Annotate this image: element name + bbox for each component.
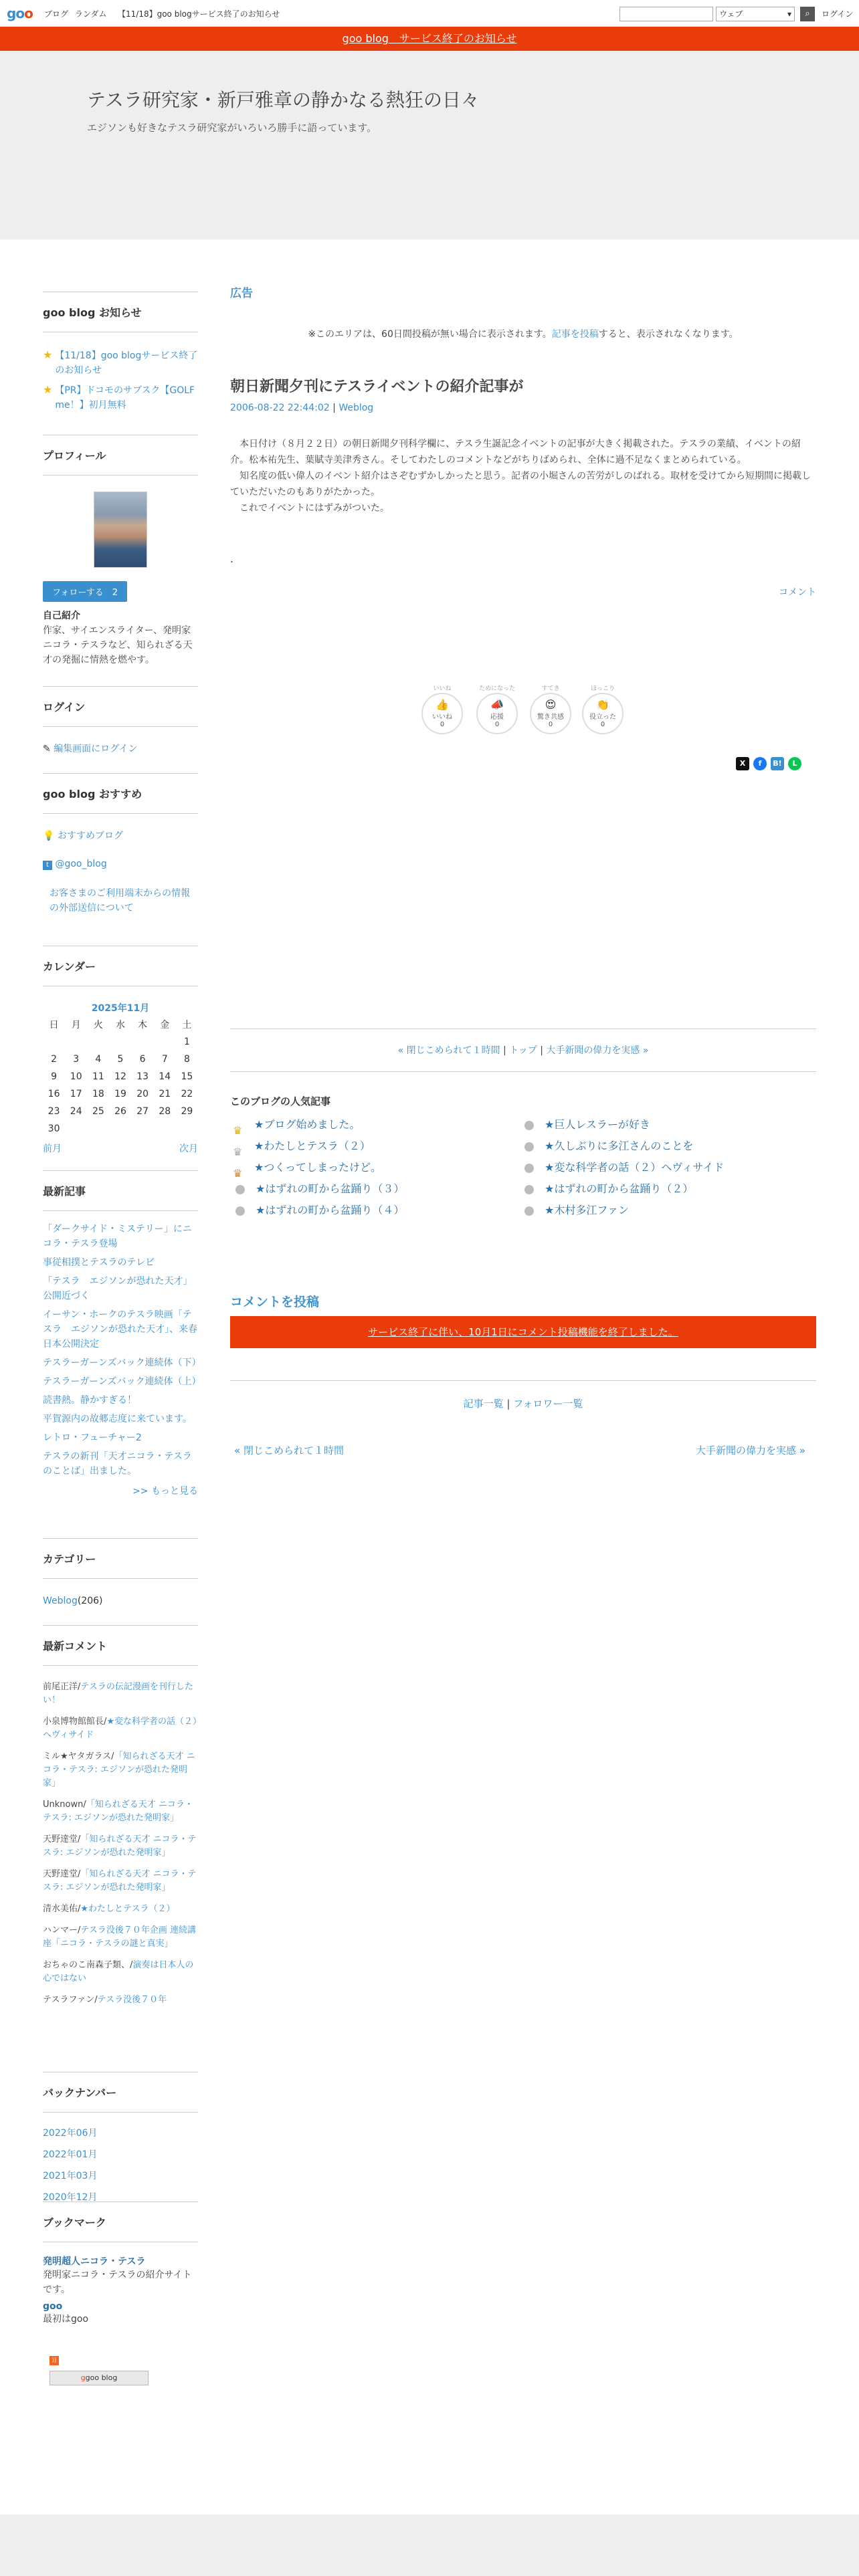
- calendar-weekday: 月: [71, 1020, 81, 1031]
- recent-article-link[interactable]: テスラの新刊「天才ニコラ・テスラのことば」出ました。: [43, 1451, 192, 1477]
- calendar-prev-link[interactable]: 前月: [43, 1144, 62, 1154]
- comment-article-link[interactable]: 「知られざる天才 ニコラ・テスラ: エジソンが恐れた発明家」: [43, 1834, 197, 1858]
- bookmark-link[interactable]: goo: [43, 2301, 63, 2312]
- calendar-day: 7: [161, 1054, 168, 1065]
- calendar-day: 11: [92, 1071, 104, 1082]
- calendar-day: 29: [181, 1106, 193, 1117]
- popular-item[interactable]: [522, 1200, 724, 1221]
- nav-blog-link[interactable]: ブログ: [44, 9, 69, 19]
- recent-article-link[interactable]: イーサン・ホークのテスラ映画「テスラ エジソンが恐れた天才」、来春日本公開決定: [43, 1309, 197, 1350]
- calendar-day: 10: [70, 1071, 82, 1082]
- popular-list-left: [233, 1114, 404, 1221]
- intro-heading: 自己紹介: [43, 611, 80, 621]
- calendar-day: 19: [114, 1089, 126, 1099]
- blog-title[interactable]: テスラ研究家・新戸雅章の静かなる熱狂の日々: [87, 89, 480, 111]
- calendar-day: [154, 1033, 176, 1051]
- popular-item[interactable]: [522, 1178, 724, 1200]
- ad-notice: [230, 327, 816, 340]
- chevron-down-icon: ▾: [787, 9, 791, 19]
- calendar-day: [65, 1120, 87, 1138]
- popular-link[interactable]: ★久しぶりに多江さんのことを: [545, 1140, 694, 1152]
- comment-article-link[interactable]: テスラの伝記漫画を刊行したい！: [43, 1682, 193, 1705]
- search-button[interactable]: [800, 7, 815, 21]
- article-dot: .: [230, 552, 234, 565]
- recent-comment-item: [43, 1903, 198, 1916]
- rss-icon[interactable]: )): [50, 2356, 59, 2365]
- comment-author: 清水美佑/: [43, 1904, 81, 1914]
- calendar-weekdays: [43, 1016, 198, 1033]
- calendar-weekday: 土: [182, 1020, 192, 1031]
- category-item[interactable]: [43, 1594, 198, 1608]
- search-scope-select[interactable]: [716, 7, 795, 21]
- backnumber-link[interactable]: 2020年12月: [43, 2192, 98, 2203]
- comment-author: おちゃのこ南森子類、/: [43, 1960, 133, 1970]
- rank-dot-icon: [524, 1164, 534, 1173]
- goo-blog-badge[interactable]: ggoo blog: [50, 2371, 149, 2385]
- rank-dot-icon: [235, 1185, 245, 1194]
- comment-author: 前尾正洋/: [43, 1682, 81, 1692]
- star-icon: ★: [43, 348, 53, 361]
- sidebar-bookmark: [43, 2202, 198, 2385]
- popular-item[interactable]: [522, 1136, 724, 1157]
- post-article-link[interactable]: 記事を投稿: [551, 329, 599, 340]
- calendar-day: 20: [136, 1089, 149, 1099]
- pencil-icon: ✎: [43, 744, 51, 754]
- search-scope-value: ウェブ: [719, 9, 743, 19]
- calendar-week: [43, 1068, 198, 1085]
- recent-comments-list: [43, 1681, 198, 2007]
- recent-comment-item: [43, 1924, 198, 1951]
- bookmark-heading: ブックマーク: [43, 2202, 198, 2242]
- calendar-day: 21: [159, 1089, 171, 1099]
- calendar-day: [154, 1120, 176, 1138]
- popular-link[interactable]: ★木村多江ファン: [545, 1204, 630, 1216]
- comment-link[interactable]: コメント: [779, 587, 816, 598]
- reaction-caption: ためになった: [478, 685, 515, 692]
- bottom-next-link[interactable]: 大手新聞の偉力を実感 »: [696, 1444, 805, 1457]
- reaction-label: いいね: [432, 714, 452, 721]
- article-paragraph: これでイベントにはずみがついた。: [230, 503, 389, 514]
- facebook-share-icon[interactable]: f: [753, 757, 767, 770]
- popular-item[interactable]: [233, 1200, 404, 1221]
- badge-text: goo blog: [85, 2373, 118, 2382]
- reaction-helpful-button[interactable]: [582, 685, 624, 734]
- rank-dot-icon: [524, 1121, 534, 1130]
- comments-heading: 最新コメント: [43, 1625, 198, 1666]
- next-article-link[interactable]: 大手新聞の偉力を実感 »: [546, 1045, 649, 1056]
- article-title[interactable]: 朝日新聞夕刊にテスライベントの紹介記事が: [230, 379, 524, 395]
- sidebar-recent: [43, 1170, 201, 1499]
- article-meta: [230, 403, 816, 413]
- popular-item[interactable]: [233, 1178, 404, 1200]
- recent-article-link[interactable]: 平賀源内の故郷志度に来ています。: [43, 1414, 192, 1424]
- calendar-day: 16: [47, 1089, 60, 1099]
- notice-item[interactable]: [43, 383, 198, 413]
- popular-link[interactable]: ★巨人レスラーが好き: [545, 1118, 650, 1131]
- recommend-heading: goo blog おすすめ: [43, 773, 198, 814]
- more-link[interactable]: >> もっと見る: [132, 1486, 198, 1497]
- recommend-blog-link[interactable]: おすすめブログ: [57, 831, 124, 841]
- recent-comment-item: [43, 1681, 198, 1707]
- recent-comment-item: [43, 1833, 198, 1860]
- calendar-day: [132, 1033, 154, 1051]
- meta-separator: |: [329, 403, 339, 413]
- reaction-label: 応援: [490, 714, 504, 721]
- clap-icon: 👏: [596, 698, 609, 711]
- article-body: [230, 436, 816, 516]
- popular-item[interactable]: [522, 1157, 724, 1178]
- calendar-day: 8: [183, 1054, 190, 1065]
- popular-link[interactable]: ★はずれの町から盆踊り（２）: [545, 1182, 694, 1195]
- popular-link[interactable]: ★つくってしまったけど。: [254, 1161, 382, 1174]
- megaphone-icon: 📣: [490, 698, 504, 711]
- bottom-prev-link[interactable]: « 閉じこめられて１時間: [234, 1444, 344, 1457]
- popular-list-right: [522, 1114, 724, 1221]
- calendar-weekday: 日: [49, 1020, 59, 1031]
- calendar-weekday: 水: [115, 1020, 125, 1031]
- calendar-day: [176, 1120, 198, 1138]
- sidebar-profile: [43, 435, 198, 667]
- popular-link[interactable]: ★はずれの町から盆踊り（３）: [256, 1182, 405, 1195]
- sidebar-calendar: [43, 946, 198, 1155]
- comment-post-heading: コメントを投稿: [230, 1295, 320, 1309]
- hatena-share-icon[interactable]: B!: [771, 757, 784, 770]
- blog-header: [0, 51, 859, 239]
- notice-link[interactable]: 【PR】ドコモのサブスク【GOLF me！】初月無料: [55, 385, 195, 411]
- comment-article-link[interactable]: 「知られざる天才 ニコラ・テスラ: エジソンが恐れた発明家」: [43, 1869, 197, 1893]
- sidebar-recommend: [43, 773, 198, 916]
- comment-closed-banner: [230, 1316, 816, 1348]
- reaction-label: 役立った: [589, 714, 616, 721]
- search-input[interactable]: [619, 7, 713, 21]
- bookmark-desc: 発明家ニコラ・テスラの紹介サイトです。: [43, 2270, 192, 2295]
- x-share-icon[interactable]: X: [736, 757, 749, 770]
- comment-author: ミル★ヤタガラス/: [43, 1751, 114, 1761]
- comment-author: 小泉博物館館長/: [43, 1717, 107, 1727]
- login-heading: ログイン: [43, 686, 198, 727]
- reaction-caption: すてき: [541, 685, 560, 692]
- bottom-next[interactable]: [696, 1443, 805, 1457]
- article-category-link[interactable]: Weblog: [339, 403, 374, 413]
- silver-crown-icon: ♛: [233, 1145, 243, 1158]
- calendar-week: [43, 1103, 198, 1120]
- calendar-day: 12: [114, 1071, 126, 1082]
- goo-logo[interactable]: goo: [7, 5, 33, 21]
- follow-count: 2: [112, 588, 118, 598]
- recent-article-link[interactable]: レトロ・フューチャー2: [43, 1432, 142, 1443]
- calendar-day: 14: [159, 1071, 171, 1082]
- rank-dot-icon: [524, 1142, 534, 1152]
- bookmark-desc: 最初はgoo: [43, 2314, 89, 2325]
- follow-label: フォローする: [52, 588, 104, 598]
- recent-article-link[interactable]: 読書熱。静かすぎる！: [43, 1395, 136, 1406]
- ad-notice-text: ※このエリアは、60日間投稿が無い場合に表示されます。: [308, 329, 552, 340]
- calendar-day: 18: [92, 1089, 104, 1099]
- recent-heading: 最新記事: [43, 1170, 198, 1211]
- calendar-day: 15: [181, 1071, 193, 1082]
- notice-item[interactable]: [43, 348, 198, 378]
- search-icon: ⌕: [805, 9, 810, 19]
- popular-item[interactable]: [233, 1157, 404, 1178]
- profile-avatar[interactable]: [94, 492, 147, 568]
- twitter-link[interactable]: @goo_blog: [55, 859, 107, 869]
- follower-list-link[interactable]: フォロワー一覧: [513, 1398, 583, 1410]
- edit-login-item[interactable]: [43, 742, 198, 756]
- popular-item[interactable]: [233, 1136, 404, 1157]
- divider: [230, 1380, 816, 1381]
- notices-heading: goo blog お知らせ: [43, 292, 198, 332]
- popular-link[interactable]: ★ブログ始めました。: [254, 1118, 361, 1131]
- reaction-nice-button[interactable]: [530, 685, 571, 734]
- rank-dot-icon: [524, 1185, 534, 1194]
- calendar-day: 23: [47, 1106, 60, 1117]
- reaction-caption: いいね: [433, 685, 452, 692]
- calendar-day: 22: [181, 1089, 193, 1099]
- recent-article-link[interactable]: 「ダークサイド・ミステリー」にニコラ・テスラ登場: [43, 1224, 192, 1249]
- calendar-day: [65, 1033, 87, 1051]
- popular-link[interactable]: ★わたしとテスラ（２）: [254, 1140, 371, 1152]
- login-link[interactable]: ログイン: [822, 9, 854, 19]
- backnumber-link[interactable]: 2022年06月: [43, 2128, 98, 2139]
- reaction-label: 驚き共感: [537, 714, 564, 721]
- nav-notice-link[interactable]: 【11/18】goo blogサービス終了のお知らせ: [118, 9, 280, 19]
- top-bar: [0, 0, 859, 27]
- rank-dot-icon: [235, 1206, 245, 1216]
- backnumber-link[interactable]: 2021年03月: [43, 2171, 98, 2181]
- backnumber-heading: バックナンバー: [43, 2072, 198, 2113]
- calendar-day: 4: [95, 1054, 102, 1065]
- article-paragraph: 本日付け（８月２２日）の朝日新聞夕刊科学欄に、テスラ生誕記念イベントの記事が大きく掲載された。テスラの業績、イベントの紹介。松本祐先生、葉賦寺美津秀さん。そしてわたしのコメントなどがちりばめられ、全体に過不足なくまとめられている。: [230, 439, 801, 465]
- calendar-day: [132, 1120, 154, 1138]
- article-list-link[interactable]: 記事一覧: [463, 1398, 504, 1410]
- comment-article-link[interactable]: ★変な科学者の話（２）ヘヴィサイド: [43, 1717, 197, 1740]
- recent-comment-item: [43, 1868, 198, 1895]
- edit-login-link[interactable]: 編集画面にログイン: [54, 744, 138, 754]
- ad-notice-text-end: すると、表示されなくなります。: [598, 329, 739, 340]
- reaction-like-button[interactable]: [421, 685, 463, 734]
- calendar-next-link[interactable]: 次月: [179, 1144, 198, 1154]
- calendar-month: 2025年11月: [91, 1003, 150, 1014]
- recommend-item[interactable]: [43, 886, 198, 916]
- sidebar-category: [43, 1538, 198, 1608]
- calendar-day: [43, 1033, 65, 1051]
- calendar-day: 13: [136, 1071, 149, 1082]
- calendar-day: [109, 1120, 131, 1138]
- twitter-icon: t: [43, 861, 52, 870]
- calendar-day: 3: [73, 1054, 80, 1065]
- reaction-cheer-button[interactable]: [476, 685, 518, 734]
- recent-comment-item: [43, 1994, 198, 2007]
- comment-article-link[interactable]: 「知られざる天才 ニコラ・テスラ: エジソンが恐れた発明家」: [43, 1800, 193, 1823]
- calendar-day: 26: [114, 1106, 126, 1117]
- comment-article-link[interactable]: 演奏は日本人の心ではない: [43, 1960, 194, 1983]
- article-date: 2006-08-22 22:44:02: [230, 403, 330, 413]
- comment-author: Unknown/: [43, 1800, 86, 1810]
- recent-article-link[interactable]: 「テスラ エジソンが恐れた天才」公開近づく: [43, 1276, 193, 1301]
- footer: [0, 2514, 859, 2576]
- backnumber-link[interactable]: 2022年01月: [43, 2149, 98, 2160]
- follow-button[interactable]: [43, 581, 127, 602]
- recent-articles-list: [43, 1222, 201, 1479]
- bookmark-link[interactable]: 発明超人ニコラ・テスラ: [43, 2256, 146, 2267]
- comment-author: ハンマー/: [43, 1925, 81, 1935]
- reaction-count: 0: [600, 721, 605, 728]
- comment-article-link[interactable]: テスラ没後７０年: [97, 1995, 167, 2005]
- calendar-day: [87, 1033, 109, 1051]
- backnumber-list: [43, 2126, 198, 2203]
- popular-link[interactable]: ★はずれの町から盆踊り（４）: [256, 1204, 405, 1216]
- calendar-day: 9: [51, 1071, 58, 1082]
- calendar-week: [43, 1120, 198, 1138]
- calendar-day: 2: [51, 1054, 58, 1065]
- category-link[interactable]: Weblog: [43, 1596, 78, 1606]
- calendar-week: [43, 1085, 198, 1103]
- bronze-crown-icon: ♛: [233, 1166, 243, 1180]
- privacy-link[interactable]: お客さまのご利用端末からの情報の外部送信について: [50, 888, 190, 914]
- calendar-heading: カレンダー: [43, 946, 198, 986]
- popular-item[interactable]: [522, 1114, 724, 1136]
- prev-article-link[interactable]: « 閉じこめられて１時間: [397, 1045, 500, 1056]
- recent-comment-item: [43, 1798, 198, 1825]
- rank-dot-icon: [524, 1206, 534, 1216]
- reaction-caption: ほっこり: [590, 685, 615, 692]
- comment-author: 天野達堂/: [43, 1869, 81, 1879]
- announcement-banner: [0, 27, 859, 51]
- comment-article-link[interactable]: テスラ没後７０年企画 連続講座「ニコラ・テスラの謎と真実」: [43, 1925, 197, 1949]
- recommend-item[interactable]: [43, 829, 198, 843]
- star-icon: ★: [43, 383, 53, 396]
- calendar-day: 5: [117, 1054, 124, 1065]
- calendar-week: [43, 1051, 198, 1068]
- profile-heading: プロフィール: [43, 435, 198, 475]
- recent-article-link[interactable]: 事従相撲とテスラのテレビ: [43, 1257, 155, 1268]
- recommend-item[interactable]: [43, 857, 198, 871]
- calendar-weekday: 火: [93, 1020, 103, 1031]
- article-nav: « 閉じこめられて１時間 | トップ | 大手新聞の偉力を実感 »: [397, 1045, 649, 1056]
- divider: [230, 1071, 816, 1072]
- calendar-day: [87, 1120, 109, 1138]
- announcement-link[interactable]: goo blog サービス終了のお知らせ: [342, 32, 517, 45]
- category-heading: カテゴリー: [43, 1538, 198, 1579]
- calendar-day: 30: [47, 1123, 60, 1134]
- heart-eyes-icon: 😍: [545, 698, 557, 711]
- comment-article-link[interactable]: 「知られざる天才 ニコラ・テスラ: エジソンが恐れた発明家」: [43, 1751, 195, 1788]
- popular-link[interactable]: ★変な科学者の話（２）ヘヴィサイド: [545, 1161, 725, 1174]
- calendar-day: 17: [70, 1089, 82, 1099]
- calendar-day: 1: [183, 1037, 190, 1047]
- calendar-day: 6: [139, 1054, 146, 1065]
- popular-heading: このブログの人気記事: [230, 1095, 331, 1107]
- calendar-weekday: 金: [160, 1020, 170, 1031]
- sidebar-comments: [43, 1625, 198, 2015]
- thumbs-up-icon: 👍: [436, 698, 449, 711]
- calendar-day: 25: [92, 1106, 104, 1117]
- recent-comment-item: [43, 1959, 198, 1985]
- article-paragraph: 知名度の低い偉人のイベント紹介はさぞむずかしかったと思う。記者の小堀さんの苦労がしのばれる。取材を受けてから短期間に掲載していただいたのもありがたかった。: [230, 471, 811, 498]
- comment-author: 天野達堂/: [43, 1834, 81, 1844]
- reaction-count: 0: [494, 721, 500, 728]
- recent-article-link[interactable]: テスラーガーンズバック連続体（上）: [43, 1376, 201, 1387]
- calendar-day: 24: [70, 1106, 82, 1117]
- calendar-day: [109, 1033, 131, 1051]
- bottom-prev[interactable]: [234, 1443, 344, 1457]
- sidebar-login: [43, 686, 198, 756]
- intro-text: 作家、サイエンスライター、発明家ニコラ・テスラなど、知られざる天才の発掘に情熱を燃やす。: [43, 625, 193, 665]
- category-count: (206): [77, 1596, 103, 1606]
- main-content: [230, 284, 816, 599]
- line-share-icon[interactable]: L: [788, 757, 801, 770]
- calendar-week: [43, 1033, 198, 1051]
- notice-link[interactable]: 【11/18】goo blogサービス終了のお知らせ: [55, 350, 198, 376]
- calendar-day: 28: [159, 1106, 171, 1117]
- popular-item[interactable]: [233, 1114, 404, 1136]
- nav-random-link[interactable]: ランダム: [75, 9, 107, 19]
- recent-article-link[interactable]: テスラーガーンズバック連続体（下）: [43, 1358, 201, 1368]
- list-nav: 記事一覧 | フォロワー一覧: [463, 1398, 583, 1410]
- ad-label: 広告: [230, 287, 253, 300]
- calendar-grid: [43, 1016, 198, 1138]
- calendar-day: 27: [136, 1106, 149, 1117]
- blog-description: エジソンも好きなテスラ研究家がいろいろ勝手に語っています。: [87, 122, 377, 134]
- comment-article-link[interactable]: ★わたしとテスラ（２）: [80, 1904, 175, 1914]
- comment-author: テスラファン/: [43, 1995, 98, 2005]
- recent-comment-item: [43, 1750, 198, 1790]
- calendar-weekday: 木: [138, 1020, 148, 1031]
- comment-closed-link[interactable]: サービス終了に伴い、10月1日にコメント投稿機能を終了しました。: [368, 1326, 678, 1338]
- sidebar-notices: [43, 292, 198, 413]
- reaction-count: 0: [440, 721, 445, 728]
- gold-crown-icon: ♛: [233, 1123, 243, 1137]
- top-link[interactable]: トップ: [509, 1045, 537, 1056]
- reaction-count: 0: [548, 721, 553, 728]
- recent-comment-item: [43, 1715, 198, 1742]
- sidebar-backnumber: [43, 2072, 198, 2203]
- lightbulb-icon: 💡: [43, 831, 55, 841]
